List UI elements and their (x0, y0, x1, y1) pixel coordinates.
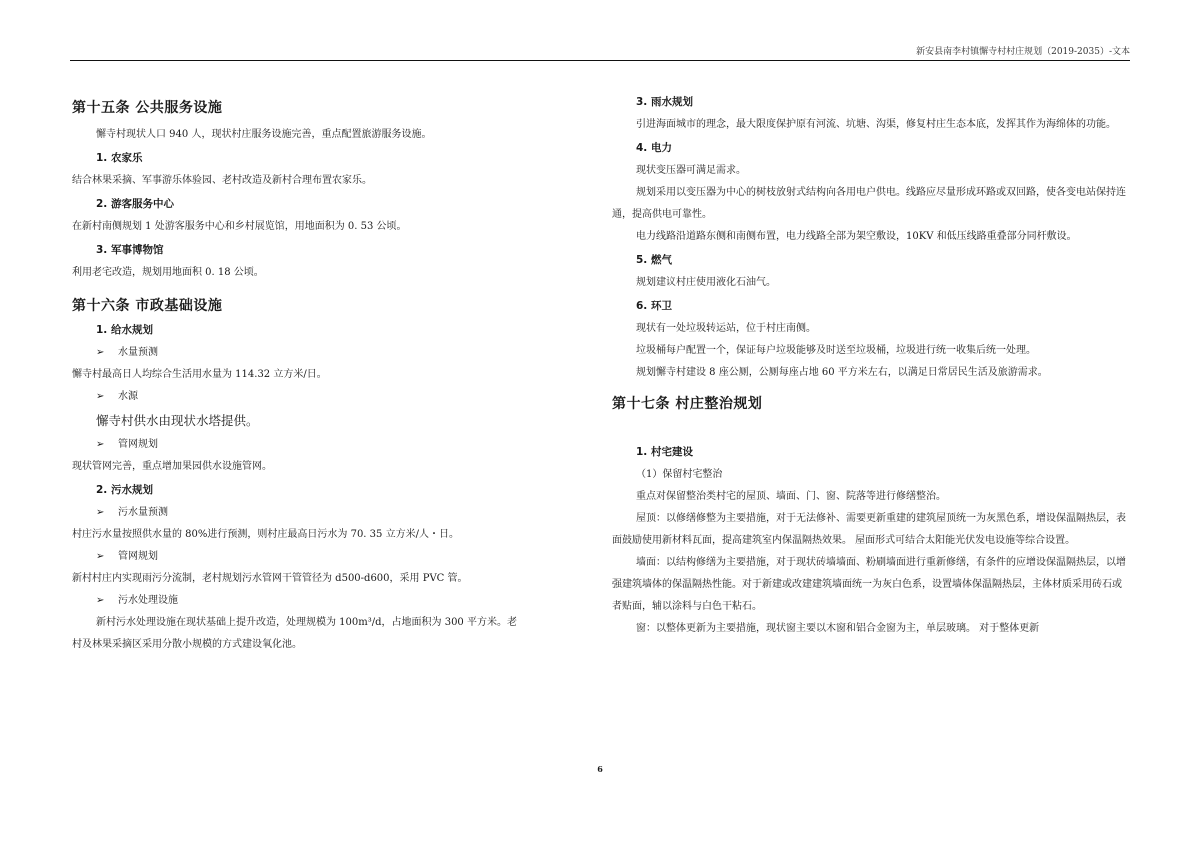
gas-text: 规划建议村庄使用液化石油气。 (636, 277, 776, 288)
arrow-bullet-icon: ➢ (96, 507, 105, 518)
military-museum-text: 利用老宅改造，规划用地面积 0. 18 公顷。 (72, 267, 264, 278)
arrow-bullet-icon: ➢ (96, 347, 105, 358)
arrow-bullet-icon: ➢ (96, 391, 105, 402)
power-text-2: 规划采用以变压器为中心的树枝放射式结构向各用电户供电。线路应尽量形成环路或双回路，使各变电站保持连通，提高供电可靠性。 (612, 187, 1126, 220)
bullet-item: ➢ 水源 (96, 386, 592, 408)
rainwater-text: 引进海面城市的理念，最大限度保护原有河流、坑塘、沟渠，修复村庄生态本底，发挥其作为海绵体的功能。 (636, 119, 1116, 130)
rainwater-heading: 3. 雨水规划 (636, 96, 693, 108)
arrow-bullet-icon: ➢ (96, 595, 105, 606)
right-column (612, 92, 1130, 640)
power-text-1: 现状变压器可满足需求。 (636, 165, 746, 176)
sewage-heading: 2. 污水规划 (96, 484, 153, 496)
visitor-center-text: 在新村南侧规划 1 处游客服务中心和乡村展览馆，用地面积为 0. 53 公顷。 (72, 221, 407, 232)
visitor-center-heading: 2. 游客服务中心 (96, 198, 174, 210)
water-network-text: 现状管网完善，重点增加果园供水设施管网。 (72, 461, 272, 472)
article-15-title: 第十五条 公共服务设施 (72, 100, 223, 116)
sewage-facility-text-1: 新村污水处理设施在现状基础上提升改造，处理规模为 100m³/d，占地面积为 300 平方米。老 (96, 617, 517, 628)
sanitation-text-2: 垃圾桶每户配置一个，保证每户垃圾能够及时送至垃圾桶，垃圾进行统一收集后统一处理。 (636, 345, 1036, 356)
water-source-text: 懈寺村供水由现状水塔提供。 (96, 413, 259, 428)
header-rule (70, 60, 1130, 61)
article-17-title: 第十七条 村庄整治规划 (612, 396, 763, 412)
bullet-item: ➢ 污水量预测 (96, 502, 592, 524)
housing-text-1: 重点对保留整治类村宅的屋顶、墙面、门、窗、院落等进行修缮整治。 (636, 491, 946, 502)
header-title: 新安县南李村镇懈寺村村庄规划（2019-2035）-文本 (916, 47, 1130, 57)
housing-subheading: （1）保留村宅整治 (636, 469, 723, 480)
arrow-bullet-icon: ➢ (96, 551, 105, 562)
military-museum-heading: 3. 军事博物馆 (96, 244, 164, 256)
gas-heading: 5. 燃气 (636, 254, 672, 266)
sewage-facility-text-2: 村及林果采摘区采用分散小规模的方式建设氧化池。 (72, 639, 302, 650)
power-heading: 4. 电力 (636, 142, 672, 154)
sewage-volume-text: 村庄污水量按照供水量的 80%进行预测，则村庄最高日污水为 70. 35 立方米/人・日。 (72, 529, 459, 540)
village-housing-heading: 1. 村宅建设 (636, 446, 693, 458)
housing-window-text: 窗：以整体更新为主要措施，现状窗主要以木窗和铝合金窗为主，单层玻璃。 对于整体更新 (636, 623, 1040, 634)
housing-roof-text: 屋顶：以修缮修整为主要措施，对于无法修补、需要更新重建的建筑屋顶统一为灰黑色系，增设保温隔热层，表面鼓励使用新材料瓦面，提高建筑室内保温隔热效果。 屋面形式可结合太阳能光伏发电设施等综合设置。 (612, 513, 1126, 546)
water-demand-text: 懈寺村最高日人均综合生活用水量为 114.32 立方米/日。 (72, 369, 327, 380)
water-supply-heading: 1. 给水规划 (96, 324, 153, 336)
bullet-item: ➢ 管网规划 (96, 546, 592, 568)
farmhouse-text: 结合林果采摘、军事游乐体验园、老村改造及新村合理布置农家乐。 (72, 175, 372, 186)
bullet-item: ➢ 管网规划 (96, 434, 592, 456)
left-column (72, 92, 592, 656)
arrow-bullet-icon: ➢ (96, 439, 105, 450)
sanitation-heading: 6. 环卫 (636, 300, 672, 312)
sanitation-text-3: 规划懈寺村建设 8 座公厕，公厕每座占地 60 平方米左右，以满足日常居民生活及旅游需求。 (636, 367, 1048, 378)
power-text-3: 电力线路沿道路东侧和南侧布置，电力线路全部为架空敷设，10KV 和低压线路重叠部分同杆敷设。 (636, 231, 1077, 242)
article-15-intro: 懈寺村现状人口 940 人，现状村庄服务设施完善，重点配置旅游服务设施。 (96, 129, 432, 140)
farmhouse-heading: 1. 农家乐 (96, 152, 143, 164)
sewage-network-text: 新村村庄内实现雨污分流制，老村规划污水管网干管管径为 d500-d600，采用 PVC 管。 (72, 573, 468, 584)
page-number: 6 (597, 764, 603, 774)
sanitation-text-1: 现状有一处垃圾转运站，位于村庄南侧。 (636, 323, 816, 334)
bullet-item: ➢ 污水处理设施 (96, 590, 592, 612)
article-16-title: 第十六条 市政基础设施 (72, 298, 223, 314)
housing-wall-text: 墙面：以结构修缮为主要措施，对于现状砖墙墙面、粉刷墙面进行重新修缮，有条件的应增设保温隔热层，以增强建筑墙体的保温隔热性能。对于新建或改建建筑墙面统一为灰白色系，设置墙体保温隔热层，主体材质采用砖石或者贴面，辅以涂料与白色干粘石。 (612, 557, 1126, 612)
bullet-item: ➢ 水量预测 (96, 342, 592, 364)
